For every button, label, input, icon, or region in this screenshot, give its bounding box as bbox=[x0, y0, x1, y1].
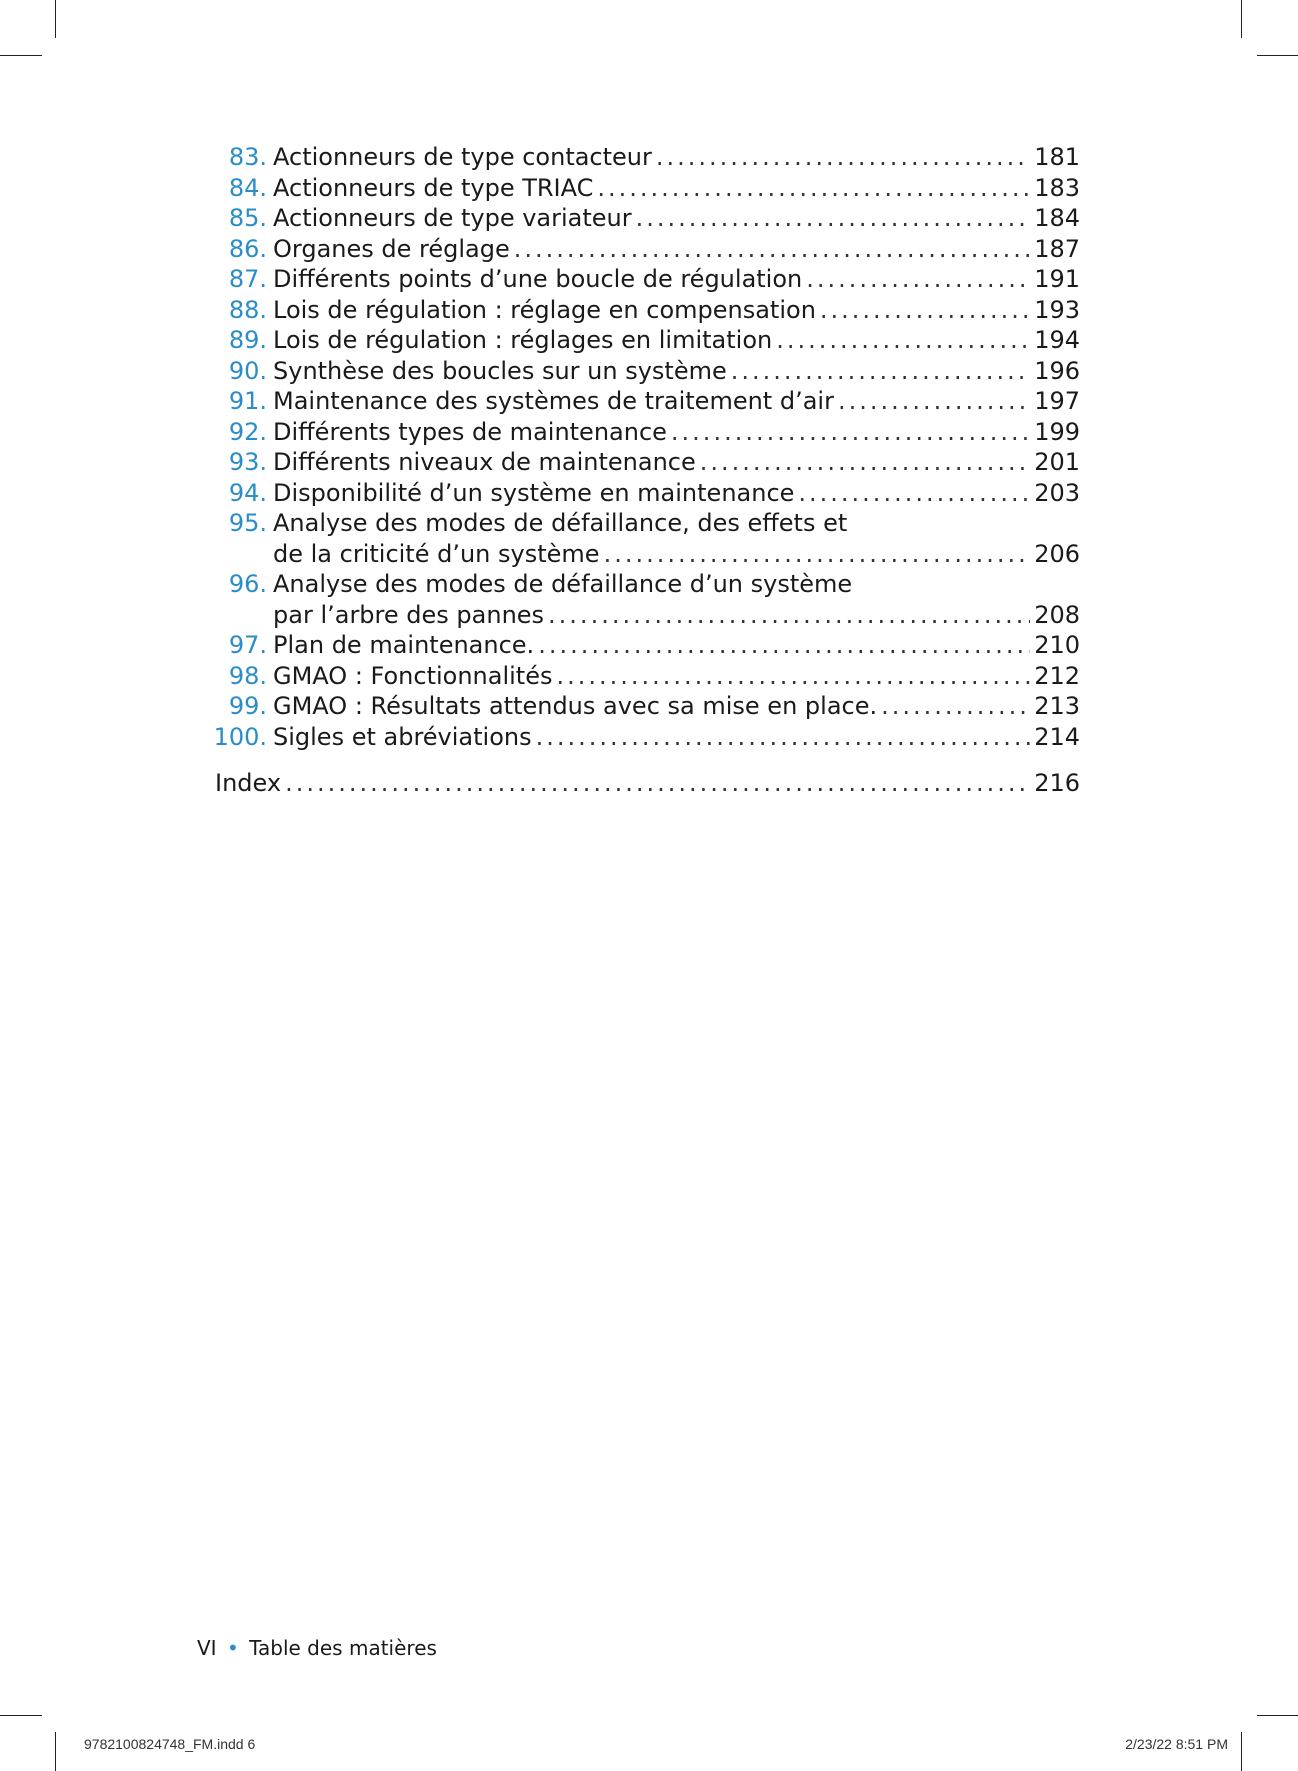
entry-number: 84. bbox=[228, 173, 267, 202]
entry-number: 94. bbox=[228, 478, 267, 507]
entry-title: de la criticité d’un système bbox=[273, 539, 600, 568]
page-footer bbox=[197, 1636, 437, 1660]
entry-page-number: 193 bbox=[1034, 295, 1080, 324]
entry-line bbox=[273, 508, 1080, 539]
dot-leader bbox=[656, 142, 1030, 173]
dot-leader bbox=[604, 539, 1031, 570]
entry-body bbox=[273, 691, 1080, 722]
folio-number: VI bbox=[197, 1636, 217, 1660]
footer-bullet: • bbox=[226, 1636, 239, 1660]
entry-body bbox=[273, 569, 1080, 630]
entry-page-number: 199 bbox=[1034, 417, 1080, 446]
entry-title: Analyse des modes de défaillance, des effets et bbox=[273, 509, 848, 537]
entry-title: Différents points d’une boucle de régulation bbox=[273, 265, 803, 293]
entry-title: Différents niveaux de maintenance bbox=[273, 448, 696, 476]
entry-title: Synthèse des boucles sur un système bbox=[273, 356, 727, 385]
entry-page-number: 187 bbox=[1034, 234, 1080, 263]
entry-body bbox=[273, 325, 1080, 356]
crop-mark bbox=[55, 1732, 56, 1771]
entry-line bbox=[273, 569, 1080, 600]
entry-line bbox=[273, 142, 1080, 173]
entry-number: 93. bbox=[228, 448, 267, 476]
entry-line bbox=[273, 630, 1080, 661]
entry-number: 86. bbox=[228, 234, 267, 263]
toc-entry bbox=[200, 447, 1080, 478]
entry-line bbox=[273, 600, 1080, 631]
toc-entry bbox=[200, 142, 1080, 173]
toc-entry bbox=[200, 173, 1080, 204]
entry-page-number: 201 bbox=[1034, 448, 1080, 476]
dot-leader bbox=[514, 234, 1030, 265]
entry-number: 83. bbox=[228, 143, 267, 171]
crop-mark bbox=[0, 55, 42, 56]
entry-line bbox=[273, 234, 1080, 265]
toc-entry bbox=[200, 478, 1080, 509]
print-slug-datetime: 2/23/22 8:51 PM bbox=[1125, 1736, 1228, 1752]
dot-leader bbox=[881, 691, 1030, 722]
dot-leader bbox=[538, 630, 1030, 661]
dot-leader bbox=[776, 325, 1030, 356]
entry-number: 91. bbox=[228, 387, 267, 415]
entry-title: Sigles et abréviations bbox=[273, 722, 532, 751]
crop-mark bbox=[55, 0, 56, 38]
entry-page-number: 181 bbox=[1034, 143, 1080, 171]
index-page-number: 216 bbox=[1034, 769, 1080, 797]
entry-line bbox=[273, 478, 1080, 509]
entry-body bbox=[273, 722, 1080, 753]
entry-title: par l’arbre des pannes bbox=[273, 600, 545, 629]
index-label: Index bbox=[215, 769, 282, 797]
entry-line bbox=[273, 386, 1080, 417]
entry-line bbox=[273, 173, 1080, 204]
entry-number: 90. bbox=[228, 356, 267, 385]
entry-title: Actionneurs de type contacteur bbox=[273, 143, 652, 171]
entry-page-number: 214 bbox=[1034, 722, 1080, 751]
entry-page-number: 212 bbox=[1034, 661, 1080, 690]
entry-line bbox=[273, 417, 1080, 448]
toc-index-entry bbox=[215, 768, 1080, 798]
crop-mark bbox=[1257, 1715, 1298, 1716]
dot-leader bbox=[556, 661, 1030, 692]
entry-body bbox=[273, 264, 1080, 295]
toc-entry bbox=[200, 356, 1080, 387]
entry-number: 88. bbox=[228, 295, 267, 324]
toc-entries bbox=[200, 142, 1080, 752]
entry-number: 99. bbox=[228, 692, 267, 720]
toc-entry bbox=[200, 386, 1080, 417]
entry-line bbox=[273, 661, 1080, 692]
entry-title: Lois de régulation : réglage en compensation bbox=[273, 295, 816, 324]
entry-body bbox=[273, 386, 1080, 417]
toc-entry bbox=[200, 630, 1080, 661]
entry-page-number: 213 bbox=[1034, 692, 1080, 720]
entry-page-number: 197 bbox=[1034, 387, 1080, 415]
crop-mark bbox=[1241, 0, 1242, 38]
entry-number: 89. bbox=[228, 326, 267, 354]
entry-body bbox=[273, 173, 1080, 204]
entry-page-number: 210 bbox=[1034, 631, 1080, 659]
entry-body bbox=[273, 661, 1080, 692]
entry-body bbox=[273, 356, 1080, 387]
toc-entry bbox=[200, 722, 1080, 753]
print-slug-file: 9782100824748_FM.indd 6 bbox=[84, 1736, 256, 1752]
toc-entry bbox=[200, 691, 1080, 722]
dot-leader bbox=[597, 173, 1030, 204]
dot-leader bbox=[820, 295, 1030, 326]
entry-page-number: 191 bbox=[1034, 265, 1080, 293]
entry-line bbox=[273, 447, 1080, 478]
entry-number: 95. bbox=[228, 509, 267, 537]
crop-mark bbox=[1257, 55, 1298, 56]
entry-page-number: 196 bbox=[1034, 356, 1080, 385]
toc-entry bbox=[200, 234, 1080, 265]
entry-number: 85. bbox=[228, 204, 267, 232]
entry-line bbox=[273, 539, 1080, 570]
entry-title: Actionneurs de type TRIAC bbox=[273, 173, 594, 202]
entry-body bbox=[273, 478, 1080, 509]
dot-leader bbox=[536, 722, 1031, 753]
toc-entry bbox=[200, 295, 1080, 326]
toc-entry bbox=[200, 661, 1080, 692]
table-of-contents bbox=[200, 142, 1080, 798]
dot-leader bbox=[806, 264, 1030, 295]
crop-mark bbox=[1241, 1732, 1242, 1771]
dot-leader bbox=[731, 356, 1030, 387]
entry-title: Plan de maintenance. bbox=[273, 631, 535, 659]
entry-line bbox=[273, 325, 1080, 356]
dot-leader bbox=[285, 768, 1030, 798]
entry-line bbox=[273, 356, 1080, 387]
entry-title: Différents types de maintenance bbox=[273, 417, 667, 446]
entry-title: GMAO : Fonctionnalités bbox=[273, 661, 553, 690]
entry-number: 97. bbox=[228, 631, 267, 659]
entry-body bbox=[273, 508, 1080, 569]
entry-number: 92. bbox=[228, 417, 267, 446]
entry-page-number: 184 bbox=[1034, 204, 1080, 232]
entry-title: GMAO : Résultats attendus avec sa mise en place. bbox=[273, 692, 878, 720]
entry-title: Maintenance des systèmes de traitement d’air bbox=[273, 387, 834, 415]
dot-leader bbox=[838, 386, 1030, 417]
entry-number: 100. bbox=[213, 722, 267, 751]
entry-body bbox=[273, 203, 1080, 234]
toc-entry bbox=[200, 325, 1080, 356]
dot-leader bbox=[548, 600, 1030, 631]
entry-line bbox=[273, 203, 1080, 234]
entry-body bbox=[273, 630, 1080, 661]
entry-line bbox=[273, 691, 1080, 722]
running-footer-title: Table des matières bbox=[249, 1636, 437, 1660]
entry-page-number: 203 bbox=[1034, 478, 1080, 507]
entry-line bbox=[273, 722, 1080, 753]
entry-title: Analyse des modes de défaillance d’un système bbox=[273, 570, 853, 598]
toc-entry bbox=[200, 417, 1080, 448]
entry-body bbox=[273, 447, 1080, 478]
entry-title: Disponibilité d’un système en maintenance bbox=[273, 478, 795, 507]
toc-entry bbox=[200, 264, 1080, 295]
dot-leader bbox=[671, 417, 1030, 448]
toc-entry bbox=[200, 569, 1080, 630]
entry-page-number: 208 bbox=[1034, 600, 1080, 629]
entry-number: 87. bbox=[228, 265, 267, 293]
entry-page-number: 206 bbox=[1034, 539, 1080, 568]
entry-title: Organes de réglage bbox=[273, 234, 510, 263]
entry-body bbox=[273, 142, 1080, 173]
dot-leader bbox=[798, 478, 1030, 509]
entry-line bbox=[273, 264, 1080, 295]
entry-page-number: 183 bbox=[1034, 173, 1080, 202]
entry-title: Actionneurs de type variateur bbox=[273, 204, 632, 232]
entry-title: Lois de régulation : réglages en limitation bbox=[273, 326, 773, 354]
toc-entry bbox=[200, 508, 1080, 569]
entry-body bbox=[273, 234, 1080, 265]
toc-entry bbox=[200, 203, 1080, 234]
crop-mark bbox=[0, 1715, 42, 1716]
entry-body bbox=[273, 417, 1080, 448]
dot-leader bbox=[636, 203, 1031, 234]
entry-page-number: 194 bbox=[1034, 326, 1080, 354]
entry-number: 96. bbox=[228, 570, 267, 598]
dot-leader bbox=[700, 447, 1030, 478]
entry-line bbox=[273, 295, 1080, 326]
entry-number: 98. bbox=[228, 661, 267, 690]
entry-body bbox=[273, 295, 1080, 326]
